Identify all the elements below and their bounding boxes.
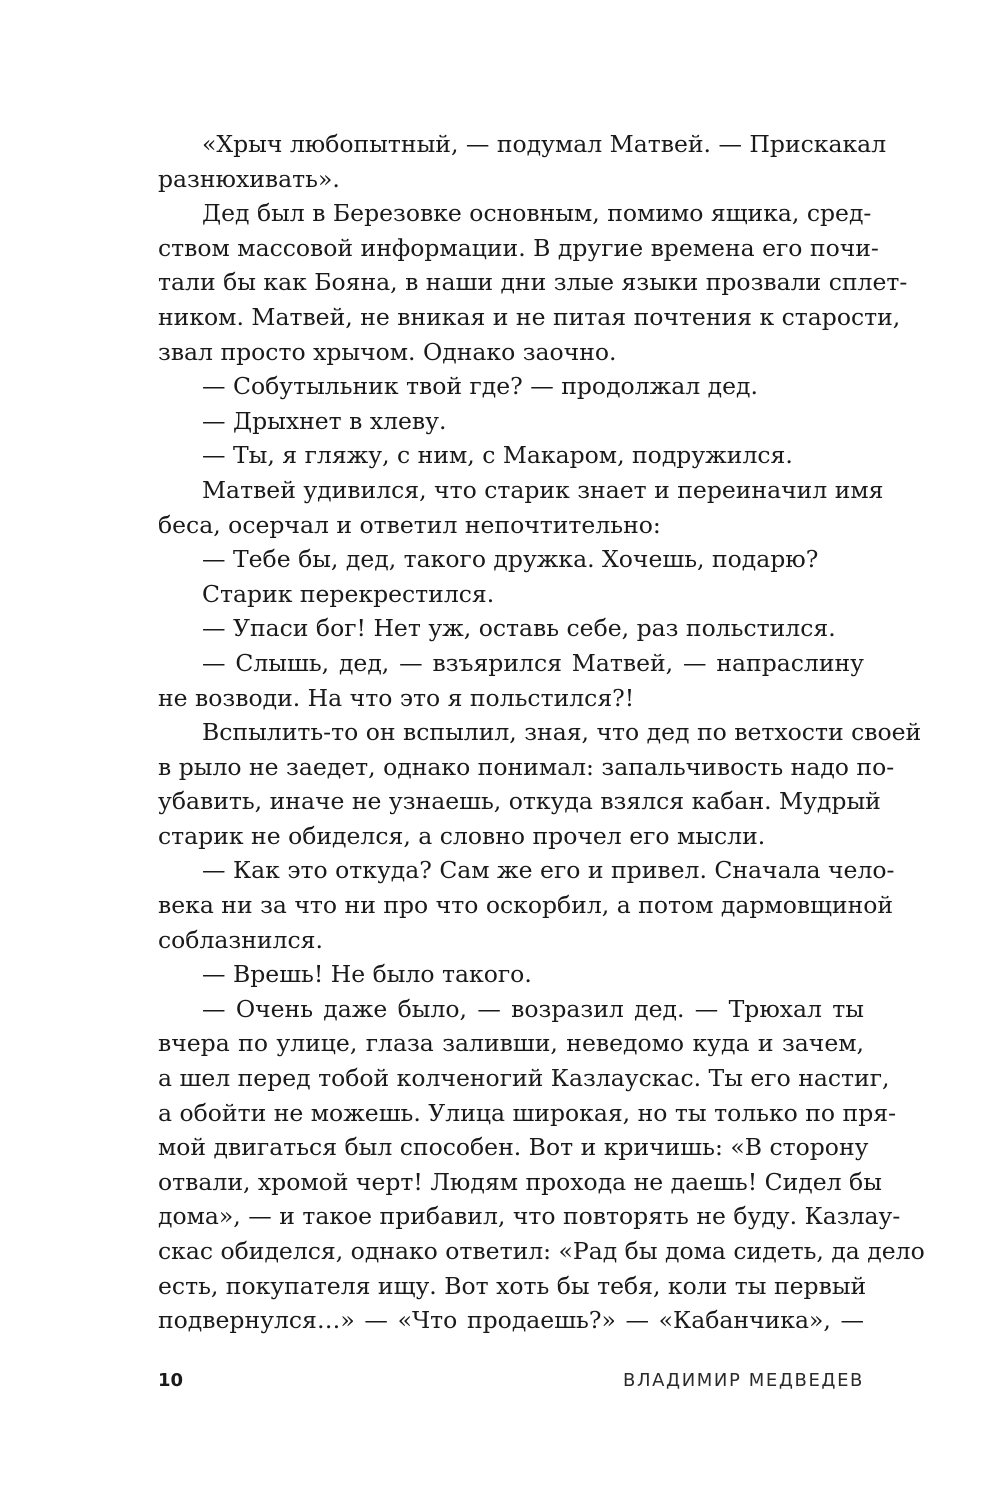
text-line: — Собутыльник твой где? — продолжал дед.: [202, 372, 758, 401]
text-line: соблазнился.: [158, 925, 323, 954]
running-header-author: ВЛАДИМИР МЕДВЕДЕВ: [623, 1370, 864, 1391]
text-line: скас обиделся, однако ответил: «Рад бы дома сидеть, да дело: [158, 1237, 925, 1265]
text-line: а шел перед тобой колченогий Казлаускас. Ты его настиг,: [158, 1064, 890, 1093]
text-line: есть, покупателя ищу. Вот хоть бы тебя, коли ты первый: [158, 1271, 867, 1300]
text-line: — Ты, я гляжу, с ним, с Макаром, подружился.: [202, 441, 793, 470]
text-line: отвали, хромой черт! Людям прохода не даешь! Сидел бы: [158, 1167, 882, 1196]
text-line: звал просто хрычом. Однако заочно.: [158, 337, 617, 366]
text-line: «Хрыч любопытный, — подумал Матвей. — Прискакал: [202, 130, 887, 158]
text-line: мой двигаться был способен. Вот и кричишь: «В сторону: [158, 1133, 869, 1162]
text-line: — Упаси бог! Нет уж, оставь себе, раз польстился.: [202, 614, 836, 643]
text-line: ником. Матвей, не вникая и не питая почтения к старости,: [158, 302, 901, 331]
text-line: — Тебе бы, дед, такого дружка. Хочешь, подарю?: [202, 545, 819, 574]
text-line: ством массовой информации. В другие времена его почи-: [158, 233, 879, 262]
text-line: подвернулся…» — «Что продаешь?» — «Кабанчика», —: [158, 1306, 864, 1335]
text-line: — Как это откуда? Сам же его и привел. Сначала чело-: [202, 856, 895, 885]
text-line: Вспылить-то он вспылил, зная, что дед по ветхости своей: [202, 718, 922, 747]
text-line: вчера по улице, глаза заливши, неведомо куда и зачем,: [158, 1029, 864, 1058]
text-line: Старик перекрестился.: [202, 579, 495, 608]
text-line: беса, осерчал и ответил непочтительно:: [158, 510, 661, 539]
page-number: 10: [158, 1370, 184, 1391]
text-line: разнюхивать».: [158, 164, 340, 193]
text-line: а обойти не можешь. Улица широкая, но ты только по пря-: [158, 1098, 897, 1127]
text-line: тали бы как Бояна, в наши дни злые языки прозвали сплет-: [158, 268, 908, 297]
text-line: века ни за что ни про что оскорбил, а потом дармовщиной: [158, 891, 894, 920]
text-line: убавить, иначе не узнаешь, откуда взялся кабан. Мудрый: [158, 787, 881, 816]
text-line: — Дрыхнет в хлеву.: [202, 406, 447, 435]
text-line: — Слышь, дед, — взъярился Матвей, — напраслину: [202, 648, 864, 677]
page-footer: [158, 1366, 864, 1396]
text-line: — Врешь! Не было такого.: [202, 960, 532, 989]
text-line: не возводи. На что это я польстился?!: [158, 683, 635, 712]
text-line: дома», — и такое прибавил, что повторять не буду. Казлау-: [158, 1202, 901, 1231]
text-line: Дед был в Березовке основным, помимо ящика, сред-: [202, 199, 872, 228]
text-line: старик не обиделся, а словно прочел его мысли.: [158, 821, 766, 850]
text-line: Матвей удивился, что старик знает и переиначил имя: [202, 475, 884, 504]
body-text: [158, 127, 925, 1338]
text-line: в рыло не заедет, однако понимал: запальчивость надо по-: [158, 752, 895, 781]
text-line: — Очень даже было, — возразил дед. — Трюхал ты: [202, 994, 864, 1023]
